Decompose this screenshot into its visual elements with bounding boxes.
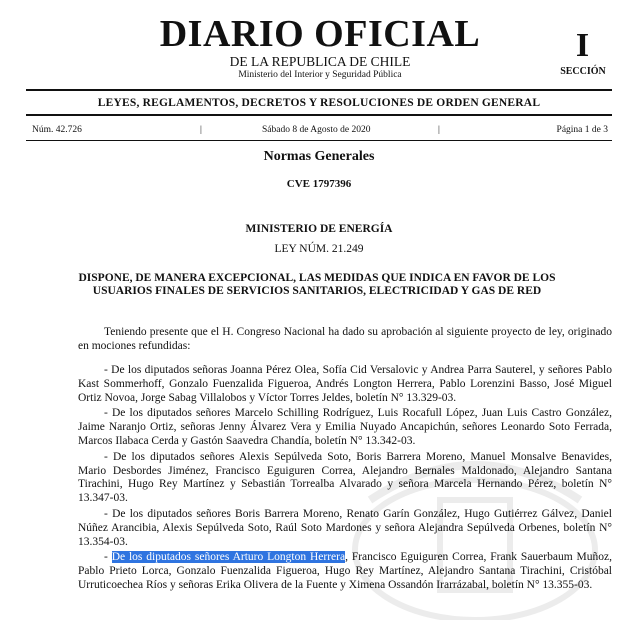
list-item: - De los diputados señores Boris Barrera Moreno, Renato Garín González, Hugo Gutiérrez Gálvez, Daniel Núñez Arancibia, Alexis Sepúlveda Soto, Raúl Soto Mardones y señora Alejandra Sepúlveda Orbenes, boletín N° 13.354-03.	[78, 507, 612, 548]
section-label: SECCIÓN	[560, 66, 606, 77]
ministry-heading: MINISTERIO DE ENERGÍA	[245, 223, 393, 235]
info-separator: |	[438, 125, 440, 135]
divider-bottom	[26, 140, 612, 141]
intro-paragraph: Teniendo presente que el H. Congreso Nacional ha dado su aprobación al siguiente proyecto de ley, originado en mociones refundidas:	[78, 326, 612, 352]
issue-date: Sábado 8 de Agosto de 2020	[262, 125, 371, 135]
category-heading: LEYES, REGLAMENTOS, DECRETOS Y RESOLUCIONES DE ORDEN GENERAL	[97, 97, 541, 109]
motions-list	[78, 364, 612, 595]
masthead-ministry: Ministerio del Interior y Seguridad Pública	[238, 70, 402, 80]
page-indicator: Página 1 de 3	[556, 125, 608, 135]
law-title: DISPONE, DE MANERA EXCEPCIONAL, LAS MEDIDAS QUE INDICA EN FAVOR DE LOS USUARIOS FINALES DE SERVICIOS SANITARIOS, ELECTRICIDAD Y GAS DE RED	[78, 272, 556, 297]
masthead-subtitle: DE LA REPUBLICA DE CHILE	[229, 54, 411, 69]
masthead-title: DIARIO OFICIAL	[159, 13, 481, 55]
cve-code: CVE 1797396	[286, 178, 352, 190]
list-item-last	[78, 551, 612, 592]
list-item-rest: , Francisco Eguiguren Correa, Frank Sauerbaum Muñoz, Pablo Prieto Lorca, Gonzalo Fuenzalida Figueroa, Hugo Rey Martínez, Alejandro Santana Tirachini, Cristóbal Urruticoechea Ríos y señoras Erika Olivera de la Fuente y Ximena Ossandón Irarrázabal, boletín N° 13.355-03.	[78, 551, 612, 591]
issue-number: Núm. 42.726	[32, 125, 82, 135]
divider-middle	[26, 114, 612, 116]
list-item-prefix: -	[104, 551, 112, 564]
section-number: I	[575, 27, 590, 64]
law-number: LEY NÚM. 21.249	[274, 243, 364, 255]
info-separator: |	[200, 125, 202, 135]
divider-top	[26, 89, 612, 91]
list-item: - De los diputados señoras Joanna Pérez Olea, Sofía Cid Versalovic y Andrea Parra Sauterel, y señores Pablo Kast Sommerhoff, Gonzalo Fuenzalida Figueroa, Andrés Longton Herrera, Pablo Lorenzini Basso, José Miguel Ortiz Novoa, Jorge Sabag Villalobos y Víctor Torres Jeldes, boletín N° 13.329-03.	[78, 364, 612, 404]
section-heading: Normas Generales	[263, 149, 375, 164]
selected-text[interactable]: De los diputados señores Arturo Longton Herrera	[111, 551, 346, 564]
list-item: - De los diputados señores Marcelo Schilling Rodríguez, Luis Rocafull López, Juan Luis Castro González, Jaime Naranjo Ortiz, señoras Jenny Álvarez Vera y Emilia Nuyado Ancapichún, señores Leonardo Soto Ferrada, Marcos Ilabaca Cerda y Gastón Saavedra Chandía, boletín N° 13.342-03.	[78, 407, 612, 447]
list-item: - De los diputados señores Alexis Sepúlveda Soto, Boris Barrera Moreno, Manuel Monsalve Benavides, Mario Desbordes Jiménez, Francisco Eguiguren Correa, Alejandro Bernales Maldonado, Alejandro Santana Tirachini, Hugo Rey Martínez y Sebastián Torrealba Alvarado y señora Marcela Hernando Pérez, boletín N° 13.347-03.	[78, 450, 612, 505]
